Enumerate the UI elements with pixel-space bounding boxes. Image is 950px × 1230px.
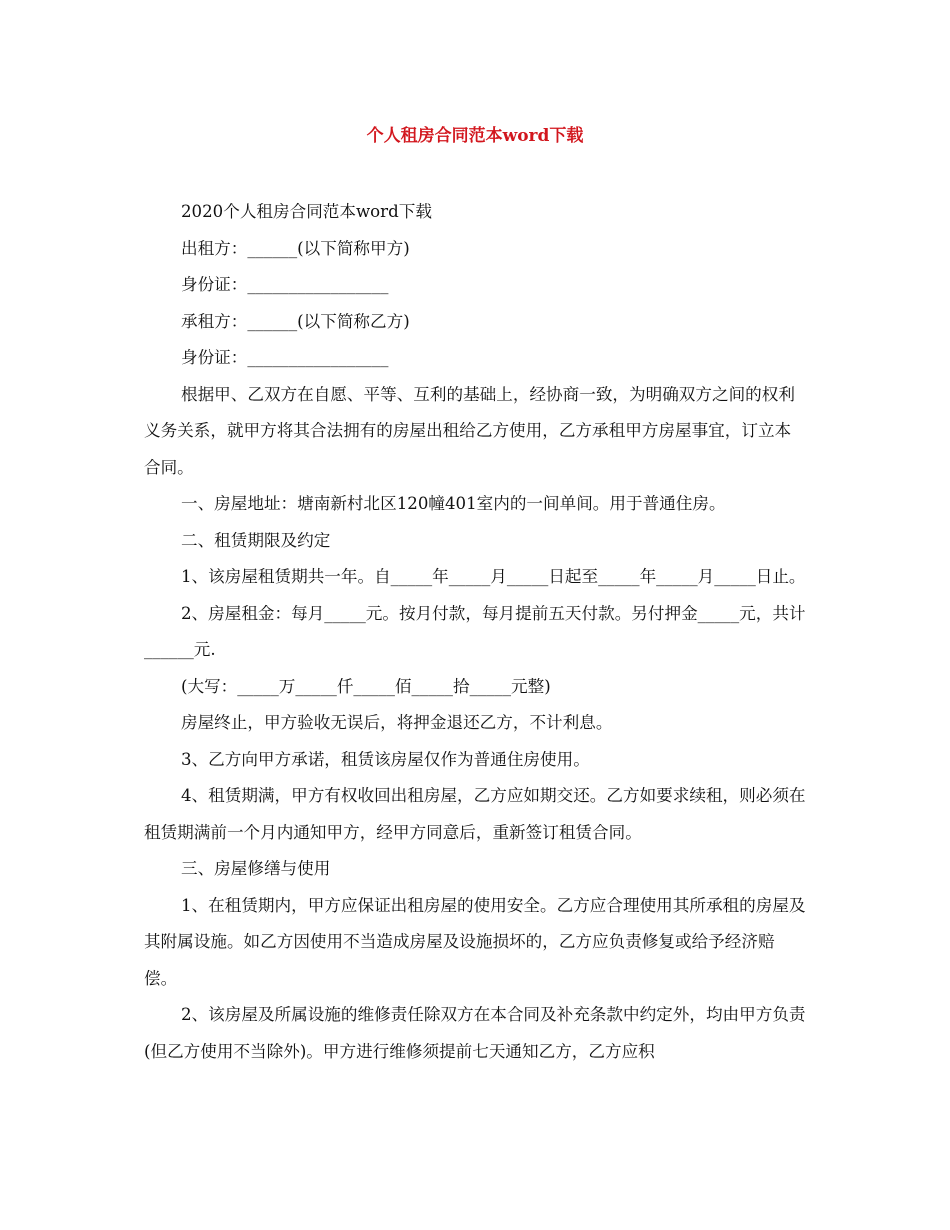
amount-in-words: (大写：_____万_____仟_____佰_____拾_____元整) <box>181 676 551 696</box>
clause-3-1: 1、在租赁期内，甲方应保证出租房屋的使用安全。乙方应合理使用其所承租的房屋及其附属设施。如乙方因使用不当造成房屋及设施损坏的，乙方应负责修复或给予经济赔偿。 <box>144 895 806 988</box>
lessee-line: 承租方：______(以下简称乙方) <box>181 311 410 331</box>
section-2-heading: 二、租赁期限及约定 <box>181 530 331 550</box>
clause-2-3: 3、乙方向甲方承诺，租赁该房屋仅作为普通住房使用。 <box>181 749 590 769</box>
section-1-address: 一、房屋地址：塘南新村北区120幢401室内的一间单间。用于普通住房。 <box>181 494 726 513</box>
clause-2-4: 4、租赁期满，甲方有权收回出租房屋，乙方应如期交还。乙方如要求续租，则必须在租赁期满前一个月内通知甲方，经甲方同意后，重新签订租赁合同。 <box>144 786 806 842</box>
preamble-paragraph: 根据甲、乙双方在自愿、平等、互利的基础上，经协商一致，为明确双方之间的权利义务关系，就甲方将其合法拥有的房屋出租给乙方使用，乙方承租甲方房屋事宜，订立本合同。 <box>144 384 795 477</box>
document-body <box>144 194 806 1070</box>
clause-3-2: 2、该房屋及所属设施的维修责任除双方在本合同及补充条款中约定外，均由甲方负责(但乙方使用不当除外)。甲方进行维修须提前七天通知乙方，乙方应积 <box>144 1005 806 1061</box>
lessee-id-line: 身份证：_________________ <box>181 348 389 367</box>
lessor-id-line: 身份证：_________________ <box>181 275 389 294</box>
document-title: 个人租房合同范本word下载 <box>366 126 584 146</box>
clause-2-2: 2、房屋租金：每月_____元。按月付款，每月提前五天付款。另付押金_____元，共计______元. <box>144 603 806 659</box>
subtitle-paragraph: 2020个人租房合同范本word下载 <box>181 202 432 221</box>
deposit-return: 房屋终止，甲方验收无误后，将押金退还乙方，不计利息。 <box>181 713 613 732</box>
lessor-line: 出租方：______(以下简称甲方) <box>181 238 410 258</box>
clause-2-1: 1、该房屋租赁期共一年。自_____年_____月_____日起至_____年_____月_____日止。 <box>181 567 806 586</box>
section-3-heading: 三、房屋修缮与使用 <box>181 859 331 878</box>
